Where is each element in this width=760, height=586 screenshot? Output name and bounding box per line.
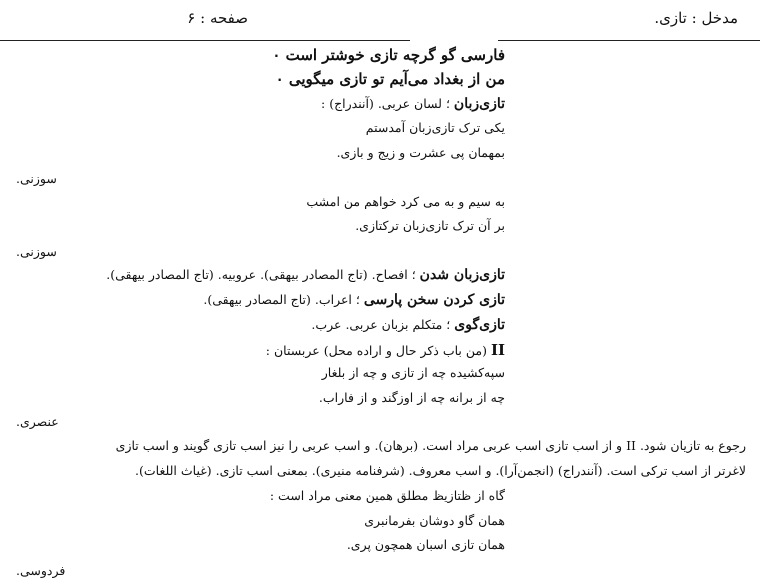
entry-term: تازی‌گوی — [454, 317, 505, 333]
poet-attribution: سوزنی. — [16, 171, 57, 186]
entry-definition: ؛ متکلم بزبان عربی. عرب. — [311, 317, 451, 332]
verse-line: همان تازی اسبان همچون پری. — [346, 537, 505, 552]
entry-heading: مدخل : تازی. — [654, 9, 738, 27]
prose-line: لاغرتر از اسب ترکی است. (آنندراج) (انجمن‌آرا). و اسب معروف. (شرفنامه منیری). بمعنی اسب تازی. (غیاث اللغات). — [135, 463, 746, 478]
entry-definition: ؛ اعراب. (تاج المصادر بیهقی). — [203, 292, 360, 307]
prose-line: رجوع به تازیان شود. II و از اسب تازی اسب عربی مراد است. (برهان). و اسب عربی را نیز اسب تازی گویند و اسب تازی — [115, 438, 746, 453]
verse-line: به سیم و به می کرد خواهم من امشب — [306, 194, 505, 209]
poem-line: من از بغداد می‌آیم تو تازی میگویی ۰ — [275, 70, 505, 88]
verse-line: سپه‌کشیده چه از تازی و چه از بلغار — [321, 365, 505, 380]
prose-line: گاه از ظتازیظ مطلق همین معنی مراد است : — [269, 488, 505, 503]
poem-line: فارسی گو گرچه تازی خوشتر است ۰ — [272, 46, 505, 64]
verse-line: بر آن ترک تازی‌زبان ترکتازی. — [355, 218, 505, 233]
entry-term: تازی‌زبان شدن — [419, 267, 505, 283]
dictionary-entry — [106, 268, 505, 282]
poet-attribution: فردوسی. — [16, 563, 66, 578]
page-number: صفحه : ۶ — [187, 9, 248, 27]
entry-term: تازی‌زبان — [453, 96, 505, 112]
entry-definition: ؛ لسان عربی. (آنندراج) : — [321, 96, 450, 111]
poet-attribution: عنصری. — [16, 414, 59, 429]
header-rule-right — [498, 40, 760, 41]
entry-note-text: (من باب ذکر حال و اراده محل) عربستان : — [265, 343, 487, 358]
verse-line: بمهمان پی عشرت و زیج و بازی. — [336, 145, 505, 160]
verse-line: یکی ترک تازی‌زبان آمدستم — [365, 120, 505, 135]
entry-term: تازی کردن سخن پارسی — [363, 292, 505, 308]
entry-note: II (من باب ذکر حال و اراده محل) عربستان : — [265, 341, 505, 359]
dictionary-entry — [321, 97, 505, 111]
header-rule-left — [0, 40, 410, 41]
verse-line: همان گاو دوشان بفرمانبری — [364, 513, 505, 528]
dictionary-entry — [203, 293, 505, 307]
entry-definition: ؛ افصاح. (تاج المصادر بیهقی). عروبیه. (تاج المصادر بیهقی). — [106, 267, 416, 282]
verse-line: چه از برانه چه از اوزگند و از فاراب. — [318, 390, 505, 405]
poet-attribution: سوزنی. — [16, 244, 57, 259]
dictionary-entry — [311, 318, 505, 332]
